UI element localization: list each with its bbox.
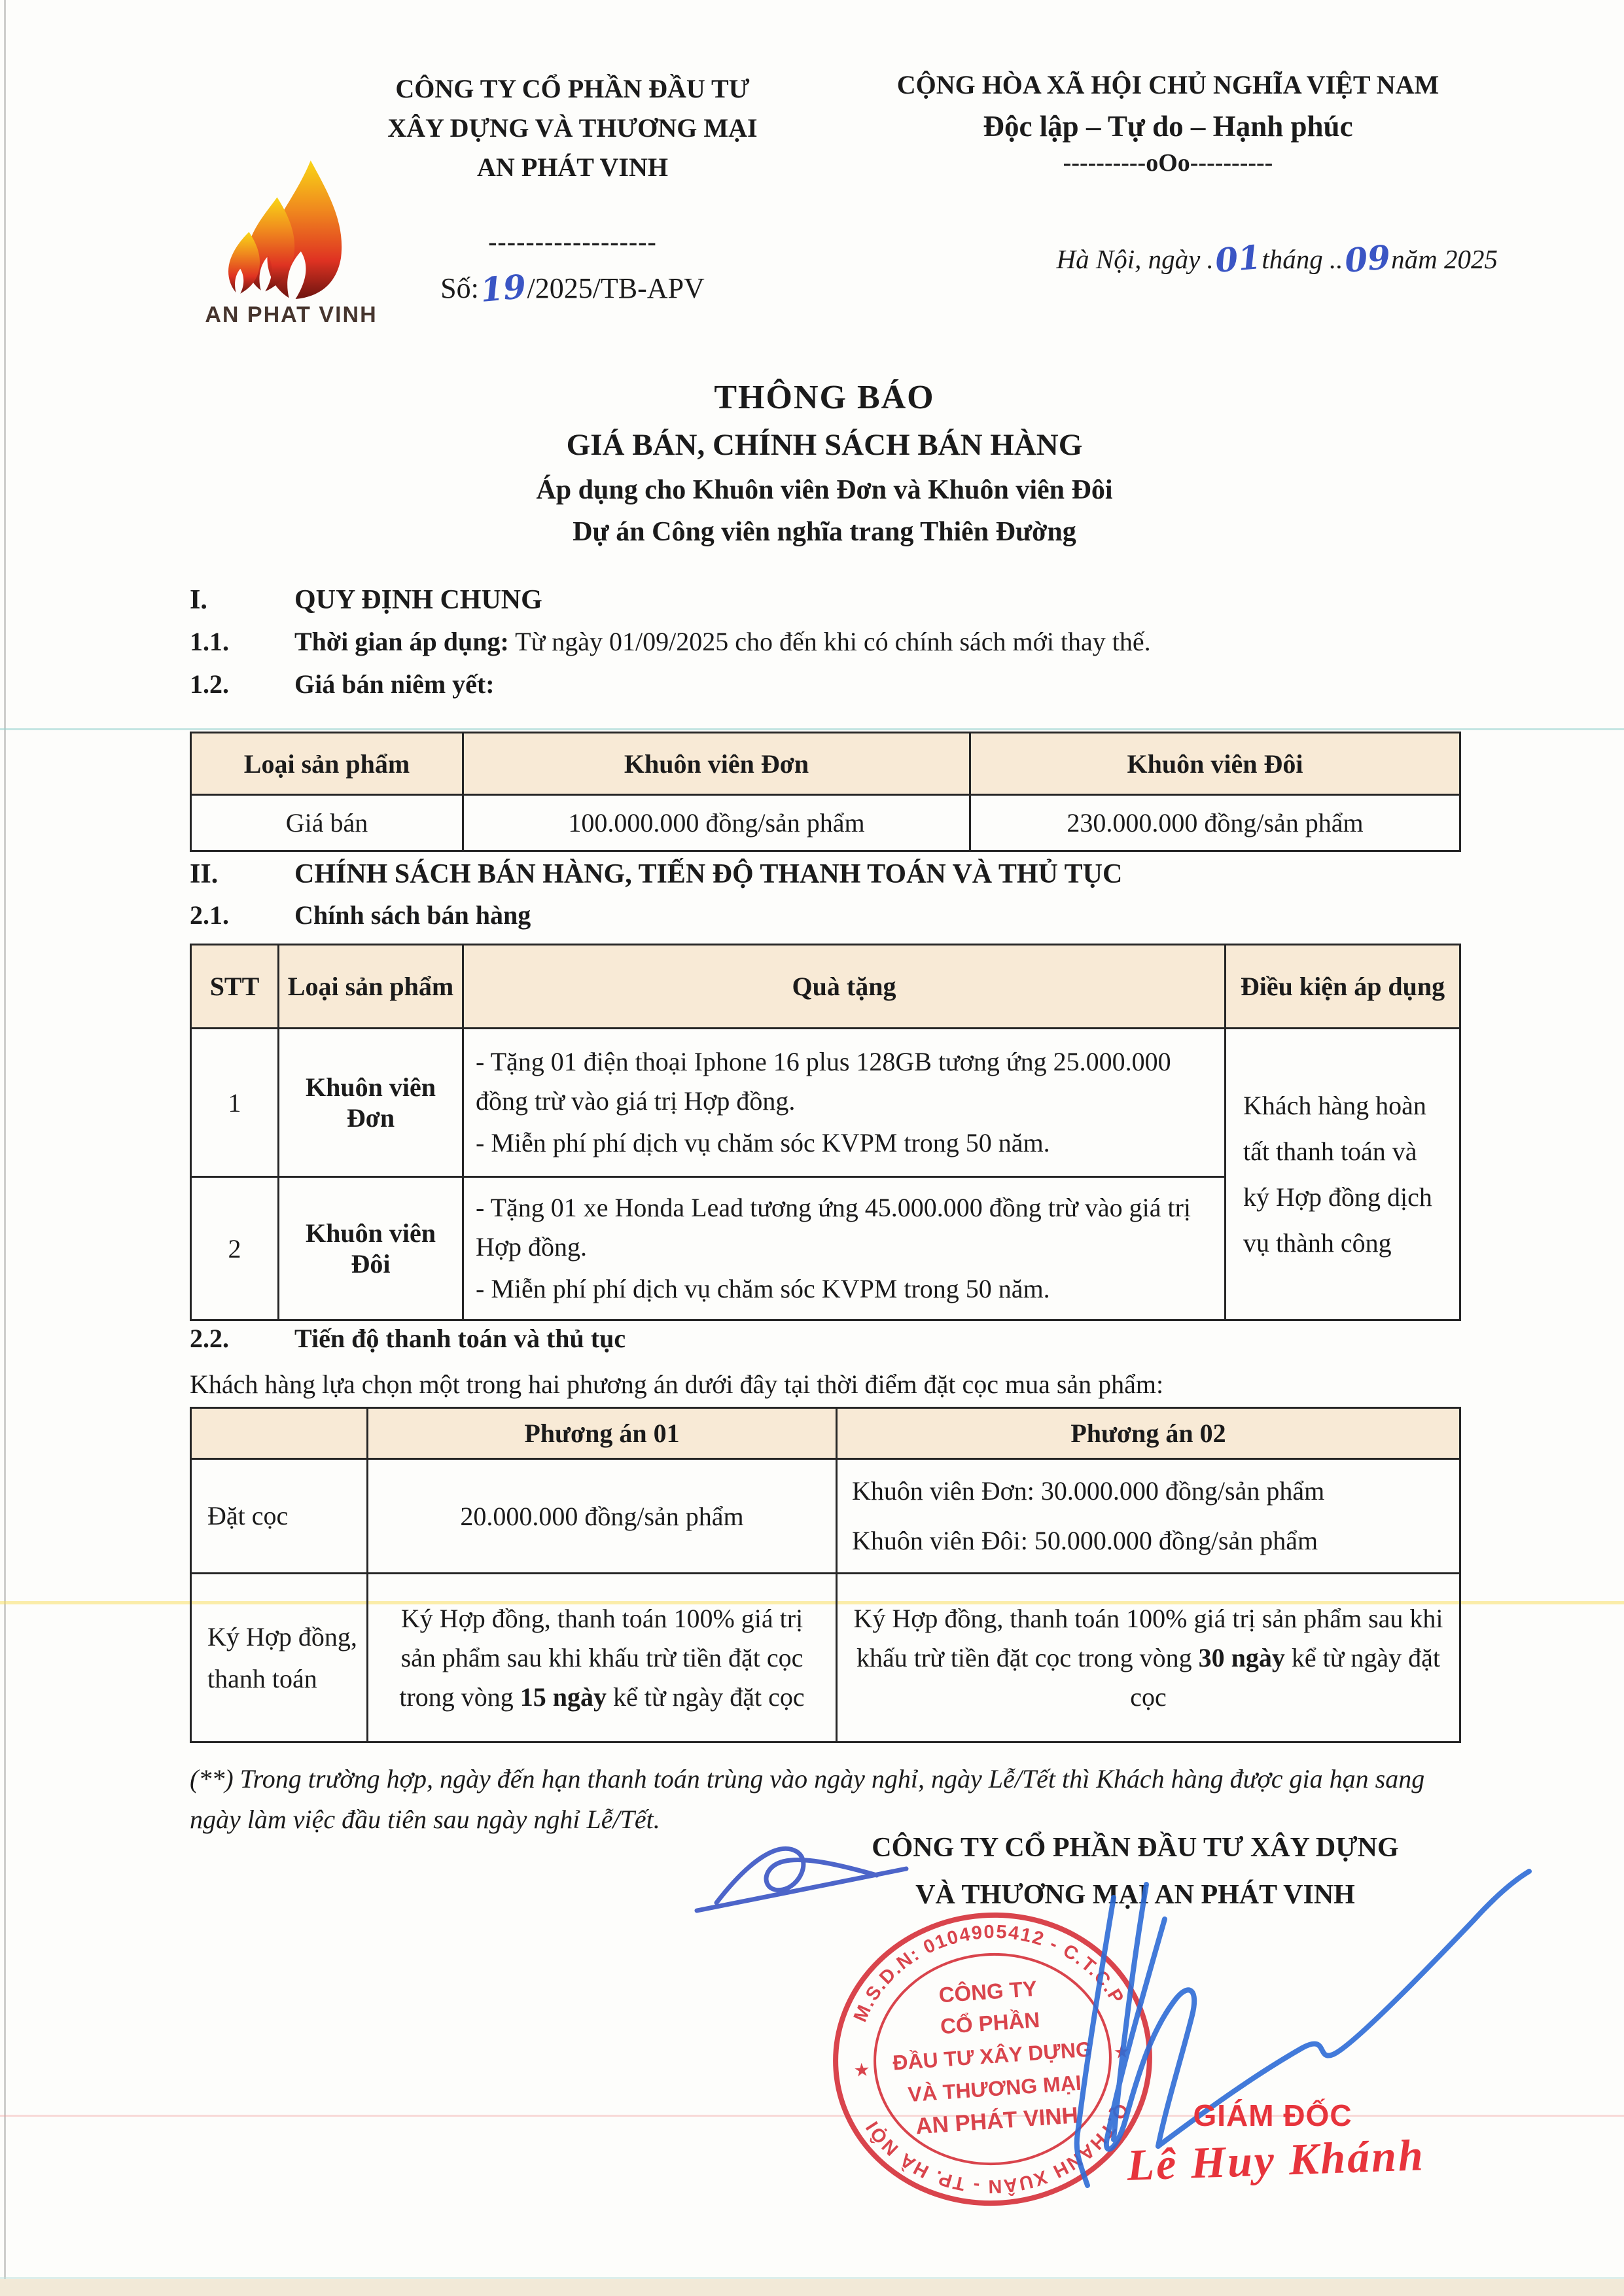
stamp-center-line: AN PHÁT VINH bbox=[915, 2102, 1080, 2140]
logo-caption: AN PHAT VINH bbox=[205, 302, 378, 327]
section-1-heading bbox=[190, 584, 1459, 616]
title-scope-line: Áp dụng cho Khuôn viên Đơn và Khuôn viên Đôi bbox=[536, 475, 1113, 505]
stamp-star-left: ★ bbox=[853, 2060, 871, 2081]
policy-row-1-stt: 1 bbox=[191, 1029, 279, 1177]
price-header-product: Loại sản phẩm bbox=[191, 733, 463, 795]
deposit-plan2-single: Khuôn viên Đơn: 30.000.000 đồng/sản phẩm bbox=[852, 1476, 1325, 1506]
contract-plan1-term: 15 ngày bbox=[520, 1682, 607, 1712]
director-name: Lê Huy Khánh bbox=[1126, 2130, 1426, 2190]
policy-row-1-product: Khuôn viên Đơn bbox=[279, 1029, 463, 1177]
payment-intro: Khách hàng lựa chọn một trong hai phương án dưới đây tại thời điểm đặt cọc mua sản phẩm: bbox=[190, 1369, 1164, 1399]
item-2-1-number: 2.1. bbox=[190, 900, 229, 930]
policy-header-condition: Điều kiện áp dụng bbox=[1226, 945, 1460, 1029]
scan-artifact-bottom-strip bbox=[0, 2279, 1624, 2296]
payment-header-empty bbox=[191, 1408, 368, 1459]
signoff-company-line2: VÀ THƯƠNG MẠI AN PHÁT VINH bbox=[915, 1880, 1355, 1910]
deposit-label: Đặt cọc bbox=[191, 1459, 368, 1574]
policy-row-1-gifts bbox=[463, 1029, 1226, 1177]
document-title-block bbox=[190, 378, 1459, 548]
price-double-value: 230.000.000 đồng/sản phẩm bbox=[970, 795, 1460, 851]
price-header-double: Khuôn viên Đôi bbox=[970, 733, 1460, 795]
gift-line: - Miễn phí phí dịch vụ chăm sóc KVPM trong 50 năm. bbox=[476, 1274, 1050, 1303]
stamp-center-line: VÀ THƯƠNG MẠI bbox=[907, 2070, 1082, 2107]
payment-header-plan1: Phương án 01 bbox=[368, 1408, 837, 1459]
payment-header-row bbox=[191, 1408, 1460, 1459]
policy-header-gift: Quà tặng bbox=[463, 945, 1226, 1029]
company-name-line: CÔNG TY CỔ PHẦN ĐẦU TƯ bbox=[395, 74, 750, 103]
section-2-heading bbox=[190, 858, 1459, 890]
item-1-2-number: 1.2. bbox=[190, 669, 229, 699]
policy-row-2-product: Khuôn viên Đôi bbox=[279, 1177, 463, 1320]
contract-plan2-text bbox=[837, 1574, 1460, 1742]
policy-header-row bbox=[191, 945, 1460, 1029]
document-number-suffix: /2025/TB-APV bbox=[527, 272, 705, 304]
motto-divider: ----------oOo---------- bbox=[1063, 149, 1273, 177]
header-divider: ------------------ bbox=[488, 227, 657, 256]
gift-line: - Miễn phí phí dịch vụ chăm sóc KVPM trong 50 năm. bbox=[476, 1128, 1050, 1157]
policy-row-1 bbox=[191, 1029, 1460, 1177]
stamp-star-right: ★ bbox=[1112, 2041, 1131, 2064]
item-1-2 bbox=[190, 669, 1459, 699]
price-table bbox=[190, 732, 1461, 852]
sales-policy-table bbox=[190, 944, 1461, 1321]
contract-label: Ký Hợp đồng, thanh toán bbox=[191, 1574, 368, 1742]
dateline-prefix: Hà Nội, ngày . bbox=[1056, 244, 1214, 274]
section-1-title: QUY ĐỊNH CHUNG bbox=[294, 585, 542, 615]
document-number-handwritten: 19 bbox=[478, 267, 528, 309]
contract-plan1-text bbox=[368, 1574, 837, 1742]
contract-plan2-after: kể từ ngày đặt cọc bbox=[1130, 1642, 1441, 1712]
section-2-number: II. bbox=[190, 859, 219, 889]
price-single-value: 100.000.000 đồng/sản phẩm bbox=[463, 795, 970, 851]
item-1-1-label: Thời gian áp dụng: bbox=[294, 627, 509, 656]
dateline-mid: tháng .. bbox=[1262, 244, 1343, 274]
stamp-center-line: CÔNG TY bbox=[938, 1976, 1038, 2007]
item-1-2-label: Giá bán niêm yết: bbox=[294, 669, 495, 699]
payment-table bbox=[190, 1407, 1461, 1743]
stamp-arc-top-text: M.S.D.N: 0104905412 - C.T.C.P bbox=[849, 1921, 1129, 2025]
contract-plan1-after: kể từ ngày đặt cọc bbox=[607, 1682, 805, 1712]
deposit-plan2-double: Khuôn viên Đôi: 50.000.000 đồng/sản phẩm bbox=[852, 1526, 1318, 1555]
contract-plan2-term: 30 ngày bbox=[1198, 1642, 1285, 1672]
scan-edge-line bbox=[4, 0, 6, 2296]
signoff-company-line1: CÔNG TY CỔ PHẦN ĐẦU TƯ XÂY DỰNG bbox=[872, 1833, 1399, 1863]
contract-plan1-before: Ký Hợp đồng, thanh toán 100% giá trị sản phẩm sau khi khấu trừ tiền đặt cọc trong vòng bbox=[399, 1603, 803, 1712]
item-2-1-label: Chính sách bán hàng bbox=[294, 900, 531, 930]
document-number bbox=[357, 262, 788, 311]
price-table-header-row bbox=[191, 733, 1460, 795]
deposit-plan2-values bbox=[837, 1459, 1460, 1574]
item-1-1-number: 1.1. bbox=[190, 627, 229, 656]
national-header-block bbox=[821, 69, 1515, 280]
dateline-day-handwritten: 01 bbox=[1213, 238, 1263, 280]
payment-header-plan2: Phương án 02 bbox=[837, 1408, 1460, 1459]
contract-plan2-before: Ký Hợp đồng, thanh toán 100% giá trị sản phẩm sau khi khấu trừ tiền đặt cọc trong vòng bbox=[853, 1603, 1443, 1672]
price-table-row bbox=[191, 795, 1460, 851]
dateline-suffix: năm 2025 bbox=[1391, 244, 1498, 274]
policy-row-2-stt: 2 bbox=[191, 1177, 279, 1320]
item-2-2-number: 2.2. bbox=[190, 1324, 229, 1353]
item-2-2-label: Tiến độ thanh toán và thủ tục bbox=[294, 1324, 626, 1353]
price-row-label: Giá bán bbox=[191, 795, 463, 851]
director-title: GIÁM ĐỐC bbox=[1193, 2098, 1352, 2132]
deposit-row bbox=[191, 1459, 1460, 1574]
republic-motto: Độc lập – Tự do – Hạnh phúc bbox=[983, 110, 1353, 143]
policy-row-2-gifts bbox=[463, 1177, 1226, 1320]
title-project-line: Dự án Công viên nghĩa trang Thiên Đường bbox=[573, 517, 1076, 547]
price-header-single: Khuôn viên Đơn bbox=[463, 733, 970, 795]
republic-title: CỘNG HÒA XÃ HỘI CHỦ NGHĨA VIỆT NAM bbox=[896, 70, 1439, 99]
document-title: THÔNG BÁO bbox=[714, 379, 935, 416]
section-2-title: CHÍNH SÁCH BÁN HÀNG, TIẾN ĐỘ THANH TOÁN VÀ THỦ TỤC bbox=[294, 859, 1123, 889]
policy-header-stt: STT bbox=[191, 945, 279, 1029]
gift-line: - Tặng 01 xe Honda Lead tương ứng 45.000.000 đồng trừ vào giá trị Hợp đồng. bbox=[476, 1193, 1192, 1262]
company-name-line: AN PHÁT VINH bbox=[477, 152, 668, 182]
section-1-number: I. bbox=[190, 585, 207, 615]
place-dateline bbox=[821, 238, 1515, 280]
stamp-center-line: CỔ PHẦN bbox=[939, 2007, 1041, 2039]
policy-condition: Khách hàng hoàn tất thanh toán và ký Hợp đồng dịch vụ thành công bbox=[1226, 1029, 1460, 1320]
document-subtitle: GIÁ BÁN, CHÍNH SÁCH BÁN HÀNG bbox=[566, 428, 1083, 462]
scan-artifact-teal-line bbox=[0, 728, 1624, 730]
stamp-center-line: ĐẦU TƯ XÂY DỰNG bbox=[892, 2037, 1093, 2075]
stamp-arc-bottom-text: Q.THANH XUÂN - TP. HÀ NỘI bbox=[861, 2100, 1133, 2197]
item-2-2 bbox=[190, 1323, 1459, 1354]
deposit-plan1-value: 20.000.000 đồng/sản phẩm bbox=[368, 1459, 837, 1574]
contract-row bbox=[191, 1574, 1460, 1742]
item-2-1 bbox=[190, 900, 1459, 930]
company-header-block bbox=[357, 69, 788, 311]
policy-header-product: Loại sản phẩm bbox=[279, 945, 463, 1029]
item-1-1-text bbox=[294, 626, 1151, 657]
item-1-1 bbox=[190, 626, 1459, 657]
gift-line: - Tặng 01 điện thoại Iphone 16 plus 128GB tương ứng 25.000.000 đồng trừ vào giá trị Hợp đồng. bbox=[476, 1047, 1171, 1116]
dateline-month-handwritten: 09 bbox=[1343, 238, 1392, 280]
item-1-1-value: Từ ngày 01/09/2025 cho đến khi có chính sách mới thay thế. bbox=[508, 627, 1151, 656]
document-number-prefix: Số: bbox=[440, 272, 479, 304]
company-name-line: XÂY DỰNG VÀ THƯƠNG MẠI bbox=[387, 113, 758, 143]
footnote: (**) Trong trường hợp, ngày đến hạn thanh toán trùng vào ngày nghỉ, ngày Lễ/Tết thì Khách hàng được gia hạn sang ngày làm việc đầu tiên sau ngày nghỉ Lễ/Tết. bbox=[190, 1764, 1425, 1834]
